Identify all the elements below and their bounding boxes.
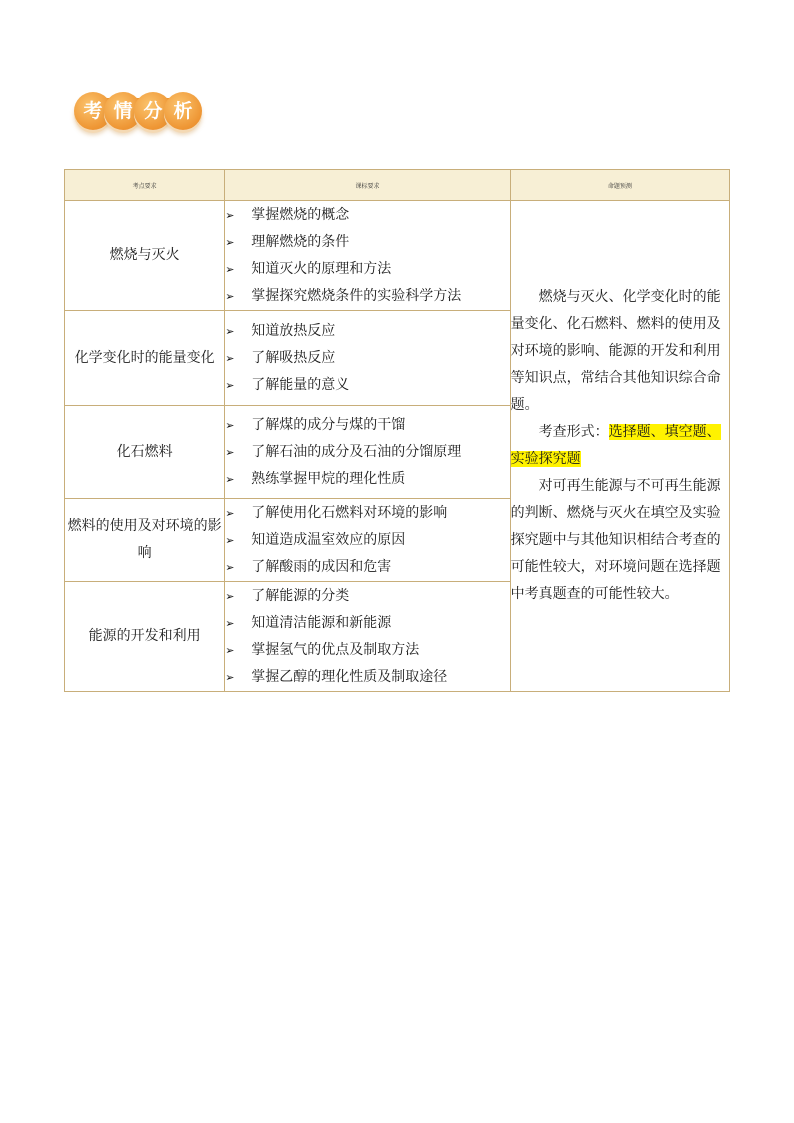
goal-text: 掌握氢气的优点及制取方法 [251, 641, 420, 658]
bullet-arrow-icon: ➢ [225, 351, 235, 365]
goal-text: 了解使用化石燃料对环境的影响 [251, 504, 448, 521]
goal-text: 知道清洁能源和新能源 [251, 614, 392, 631]
goal-text: 了解石油的成分及石油的分馏原理 [251, 443, 462, 460]
goal-text: 掌握乙醇的理化性质及制取途径 [251, 668, 448, 685]
bullet-arrow-icon: ➢ [225, 235, 235, 249]
bullet-arrow-icon: ➢ [225, 643, 235, 657]
bullet-arrow-icon: ➢ [225, 378, 235, 392]
goal-text: 了解吸热反应 [251, 349, 336, 366]
goal-text: 知道灭火的原理和方法 [251, 260, 392, 277]
goal-item [225, 527, 509, 554]
goal-text: 理解燃烧的条件 [251, 233, 350, 250]
goal-text: 熟练掌握甲烷的理化性质 [251, 470, 406, 487]
header-prediction: 命题预测 [510, 170, 729, 201]
goal-item [225, 466, 509, 493]
goal-text: 知道放热反应 [251, 322, 336, 339]
header-row [65, 170, 730, 201]
topic-cell: 燃料的使用及对环境的影响 [65, 499, 225, 582]
bullet-arrow-icon: ➢ [225, 589, 235, 603]
bullet-arrow-icon: ➢ [225, 506, 235, 520]
goal-item [225, 554, 509, 581]
topic-cell: 燃烧与灭火 [65, 201, 225, 311]
bullet-arrow-icon: ➢ [225, 262, 235, 276]
goals-cell [225, 499, 510, 582]
topic-cell: 能源的开发和利用 [65, 582, 225, 692]
badge-char: 情 [104, 92, 142, 130]
header-topic: 考点要求 [65, 170, 225, 201]
goal-text: 了解煤的成分与煤的干馏 [251, 416, 406, 433]
bullet-arrow-icon: ➢ [225, 670, 235, 684]
exam-form-paragraph [511, 419, 729, 473]
prediction-paragraph: 对可再生能源与不可再生能源的判断、燃烧与灭火在填空及实验探究题中与其他知识相结合考查的可能性较大，对环境问题在选择题中考真题查的可能性较大。 [510, 478, 721, 602]
goal-item [225, 439, 509, 466]
goal-item [225, 583, 509, 610]
goal-text: 掌握燃烧的概念 [251, 206, 350, 223]
bullet-arrow-icon: ➢ [225, 616, 235, 630]
table-row [65, 201, 730, 311]
goal-text: 知道造成温室效应的原因 [251, 531, 406, 548]
bullet-arrow-icon: ➢ [225, 533, 235, 547]
badge-char: 析 [164, 92, 202, 130]
goals-cell [225, 582, 510, 692]
goal-text: 了解能源的分类 [251, 587, 350, 604]
bullet-arrow-icon: ➢ [225, 472, 235, 486]
prediction-paragraph: 燃烧与灭火、化学变化时的能量变化、化石燃料、燃料的使用及对环境的影响、能源的开发和利用等知识点，常结合其他知识综合命题。 [510, 289, 721, 413]
goal-item [225, 283, 509, 310]
bullet-arrow-icon: ➢ [225, 208, 235, 222]
goal-item [225, 229, 509, 256]
goal-item [225, 637, 509, 664]
bullet-arrow-icon: ➢ [225, 418, 235, 432]
bullet-arrow-icon: ➢ [225, 289, 235, 303]
bullet-arrow-icon: ➢ [225, 560, 235, 574]
bullet-arrow-icon: ➢ [225, 445, 235, 459]
header-standard: 课标要求 [225, 170, 510, 201]
bullet-arrow-icon: ➢ [225, 324, 235, 338]
goal-item [225, 318, 509, 345]
prediction-cell [510, 201, 729, 692]
exam-form-label: 考查形式： [538, 424, 609, 440]
goal-item [225, 664, 509, 691]
goal-text: 了解酸雨的成因和危害 [251, 558, 392, 575]
goal-item [225, 372, 509, 399]
goal-item [225, 500, 509, 527]
goals-cell [225, 201, 510, 311]
topic-cell: 化石燃料 [65, 406, 225, 499]
goals-cell [225, 406, 510, 499]
topic-cell: 化学变化时的能量变化 [65, 311, 225, 406]
analysis-table [64, 169, 730, 692]
goal-item [225, 412, 509, 439]
badge-char: 考 [74, 92, 112, 130]
goal-text: 了解能量的意义 [251, 376, 350, 393]
goal-item [225, 256, 509, 283]
goal-item [225, 345, 509, 372]
exam-form-highlight: 选择题、填空题、实验探究题 [510, 424, 721, 467]
goal-item [225, 610, 509, 637]
goals-cell [225, 311, 510, 406]
goal-item [225, 202, 509, 229]
badge-char: 分 [134, 92, 172, 130]
goal-text: 掌握探究燃烧条件的实验科学方法 [251, 287, 462, 304]
